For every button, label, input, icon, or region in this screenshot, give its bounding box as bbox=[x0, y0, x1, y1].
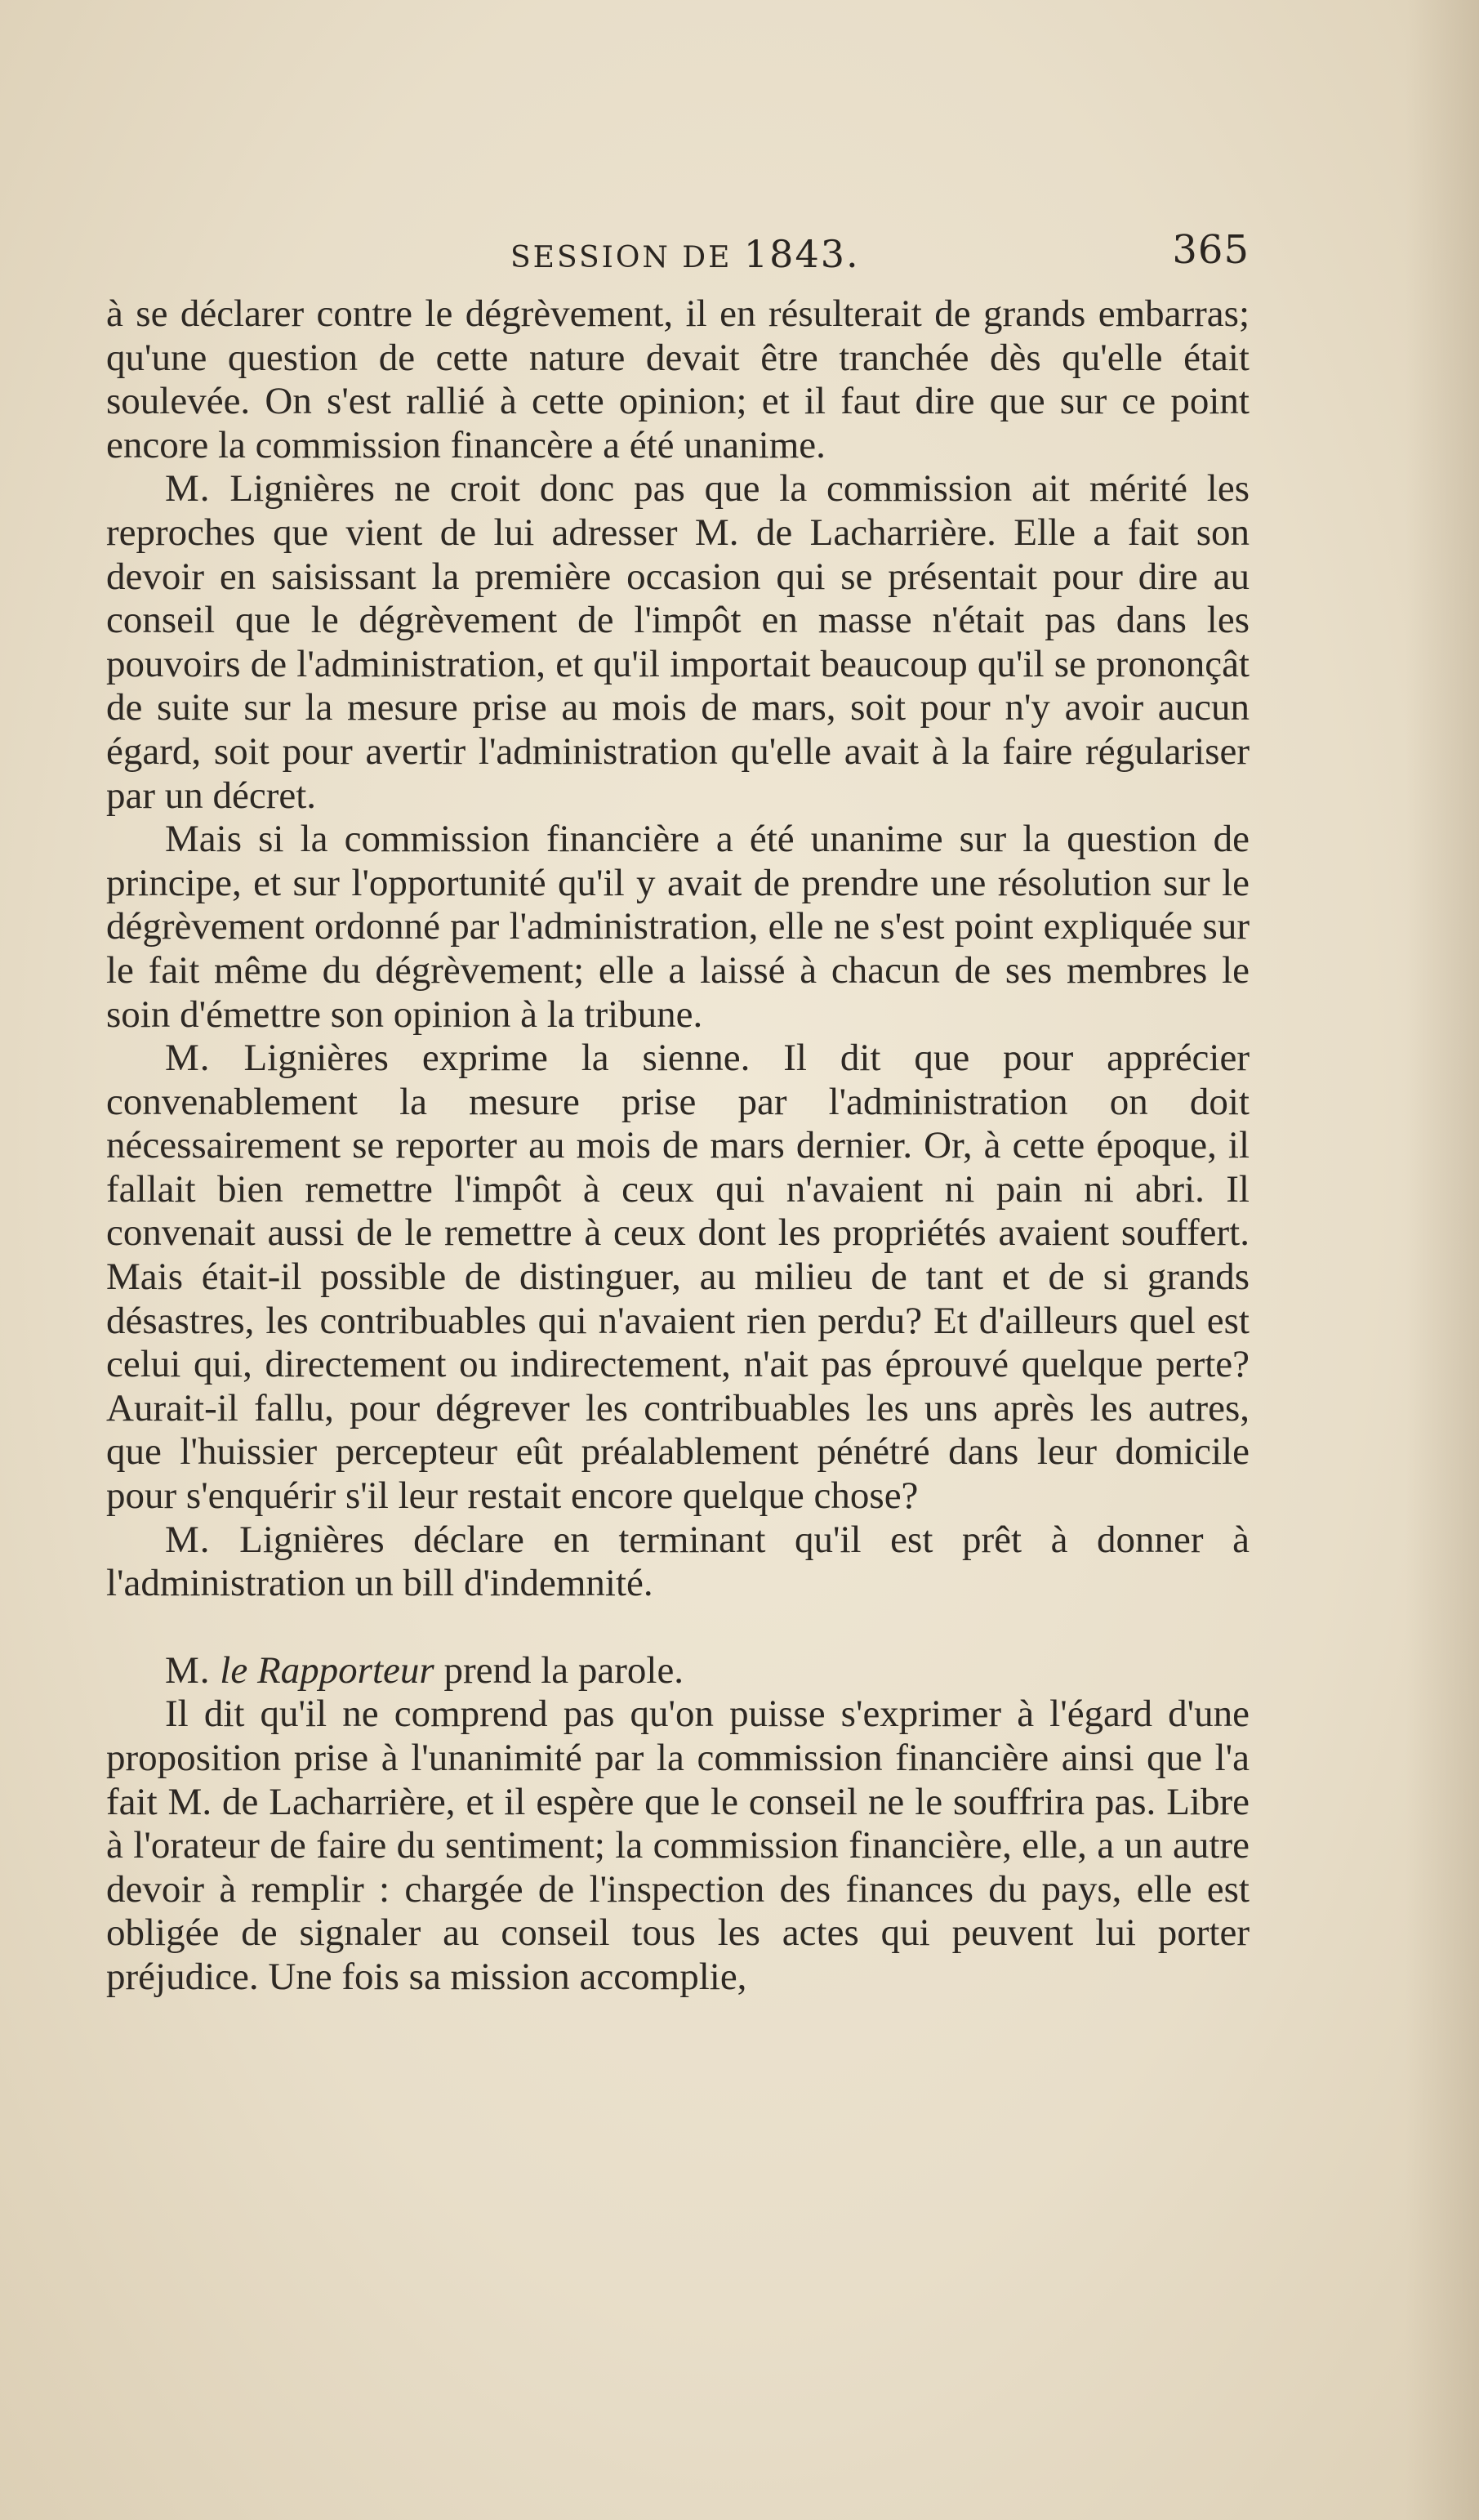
paragraph-rapporteur-speech bbox=[106, 1693, 1250, 1999]
paragraph-commission bbox=[106, 818, 1250, 1037]
paragraph-text: Il dit qu'il ne comprend pas qu'on puisse s'exprimer à l'égard d'une proposition prise à l'unanimité par la commission financière ainsi que l'a fait M. de Lacharrière, et il espère que le conseil ne le souffrira pas. Libre à l'orateur de faire du sentiment; la commission financière, elle, a un autre devoir à remplir : chargée de l'inspection des finances du pays, elle est obligée de signaler au conseil tous les actes qui peuvent lui porter préjudice. Une fois sa mission accomplie, bbox=[106, 1693, 1250, 1998]
paragraph-text: Mais si la commission financière a été unanime sur la question de principe, et sur l'opportunité qu'il y avait de prendre une résolution sur le dégrèvement ordonné par l'administration, elle ne s'est point expliquée sur le fait même du dégrèvement; elle a laissé à chacun de ses membres le soin d'émettre son opinion à la tribune. bbox=[106, 818, 1250, 1036]
page-header bbox=[106, 222, 1250, 279]
body-text bbox=[106, 292, 1250, 2000]
paragraph-text: prend la parole. bbox=[434, 1648, 684, 1692]
paragraph-text: à se déclarer contre le dégrèvement, il en résulterait de grands embarras; qu'une question de cette nature devait être tranchée dès qu'elle était soulevée. On s'est rallié à cette opinion; et il faut dire que sur ce point encore la commission financère a été unanime. bbox=[106, 292, 1250, 466]
paragraph-lignieres-3 bbox=[106, 1519, 1250, 1606]
paragraph-rapporteur bbox=[106, 1649, 1250, 1693]
running-head-prefix: SESSION DE bbox=[510, 241, 744, 274]
running-head-year: 1843. bbox=[743, 232, 860, 276]
paragraph-italic: le Rapporteur bbox=[210, 1648, 434, 1692]
paragraph-lead: M. bbox=[165, 1037, 211, 1080]
running-head bbox=[510, 232, 860, 276]
page-number: 365 bbox=[1172, 227, 1250, 273]
paragraph-lignieres-2 bbox=[106, 1037, 1250, 1519]
paragraph-lignieres-1 bbox=[106, 467, 1250, 818]
paragraph-text: Lignières exprime la sienne. Il dit que pour apprécier convenablement la mesure prise par l'administration on doit nécessairement se reporter au mois de mars dernier. Or, à cette époque, il fallait bien remettre l'impôt à ceux qui n'avaient ni pain ni abri. Il convenait aussi de le remettre à ceux dont les propriétés avaient souffert. Mais était-il possible de distinguer, au milieu de tant et de si grands désastres, les contribuables qui n'avaient rien perdu? Et d'ailleurs quel est celui qui, directement ou indirectement, n'ait pas éprouvé quelque perte? Aurait-il fallu, pour dégrever les contribuables les uns après les autres, que l'huissier percepteur eût préalablement pénétré dans leur domicile pour s'enquérir s'il leur restait encore quelque chose? bbox=[106, 1037, 1250, 1518]
paragraph-text: Lignières déclare en terminant qu'il est prêt à donner à l'administration un bill d'indemnité. bbox=[106, 1518, 1250, 1605]
paragraph-lead: M. bbox=[165, 1518, 211, 1561]
paragraph-lead: M. bbox=[165, 1648, 211, 1692]
paragraph-continuation bbox=[106, 292, 1250, 467]
paragraph-lead: M. bbox=[165, 467, 211, 511]
page-edge-shadow bbox=[1405, 0, 1479, 2520]
paragraph-text: Lignières ne croit donc pas que la commission ait mérité les reproches que vient de lui adresser M. de Lacharrière. Elle a fait son devoir en saisissant la première occasion qui se présentait pour dire au conseil que le dégrèvement de l'impôt en masse n'était pas dans les pouvoirs de l'administration, et qu'il importait beaucoup qu'il se prononçât de suite sur la mesure prise au mois de mars, soit pour n'y avoir aucun égard, soit pour avertir l'administration qu'elle avait à la faire régulariser par un décret. bbox=[106, 467, 1250, 817]
